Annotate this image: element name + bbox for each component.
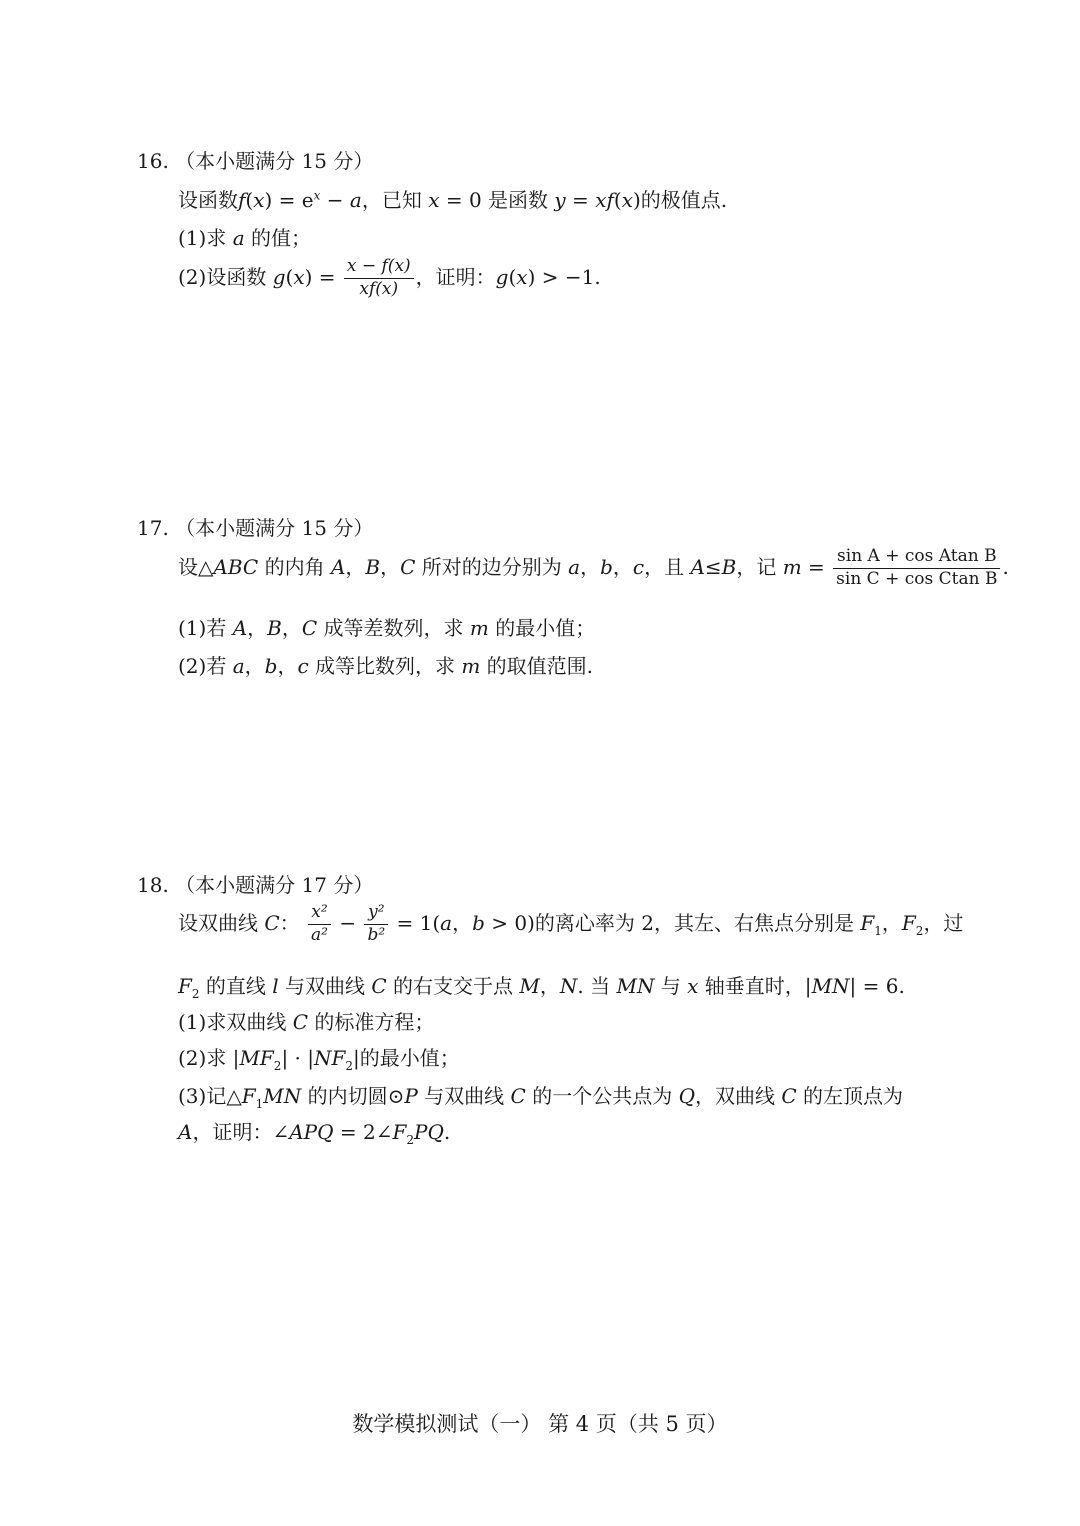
problem-score: （本小题满分 15 分）: [175, 149, 374, 173]
problem-16-intro: 设函数$f(x) = e^x - a$，已知 x = 0 是函数 y = xf(x)的极值点.: [178, 188, 728, 212]
page-footer: 数学模拟测试（一） 第 4 页（共 5 页）: [352, 1412, 728, 1436]
problem-18-intro-line-2: $F_2$ 的直线 l 与双曲线 C 的右支交于点 M，N. 当 MN 与 x 轴垂直时，|MN| = 6.: [178, 974, 905, 1001]
problem-16-heading: [137, 145, 373, 174]
problem-18-intro: 设双曲线 C： $\frac{\text{x²}}{\text{a²}}$ − $\frac{\text{y²}}{\text{b²}}$ = 1(a，b > 0)的离心率为 2，其左、右焦点分别是 $F_1$，$F_2$，过: [178, 902, 964, 945]
problem-score: （本小题满分 17 分）: [175, 873, 374, 897]
problem-score: （本小题满分 15 分）: [175, 516, 374, 540]
problem-number: 16.: [137, 149, 169, 173]
problem-18-part-3: (3)记$\triangle F_1MN$ 的内切圆⊙P 与双曲线 C 的一个公共点为 Q，双曲线 C 的左顶点为: [178, 1084, 904, 1111]
problem-18-part-1: (1)求双曲线 C 的标准方程；: [178, 1010, 435, 1034]
problem-18-heading: [137, 869, 373, 898]
problem-17-intro: 设△ABC 的内角 A，B，C 所对的边分别为 a，b，c，且 A≤B，记 m = $\frac{\text{sin A + cos Atan B}}{\text{sin C + cos Ctan B}}$ .: [178, 546, 1009, 589]
fraction-x2-a2: $\frac{\text{x²}}{\text{a²}}$: [308, 904, 331, 945]
problem-16-part-2: (2)设函数 g(x) = $\frac{x - f(x)}{xf(x)}$ ，证明：g(x) > −1.: [178, 256, 601, 299]
fraction-y2-b2: $\frac{\text{y²}}{\text{b²}}$: [364, 904, 388, 945]
fraction-m: $\frac{\text{sin A + cos Atan B}}{\text{sin C + cos Ctan B}}$: [833, 548, 1000, 589]
problem-number: 18.: [137, 873, 169, 897]
problem-16-part-1: (1)求 a 的值；: [178, 226, 311, 250]
fraction-g: $\frac{x - f(x)}{xf(x)}$: [344, 258, 414, 299]
problem-18-part-2: (2)求 $|MF_2| \cdot |NF_2|$的最小值；: [178, 1046, 460, 1073]
problem-17-part-2: (2)若 a，b，c 成等比数列，求 m 的取值范围.: [178, 654, 594, 678]
problem-18-part-3-continued: A，证明：∠APQ = $2\angle F_2PQ$.: [178, 1120, 451, 1147]
problem-17-part-1: (1)若 A，B，C 成等差数列，求 m 的最小值；: [178, 616, 596, 640]
problem-number: 17.: [137, 516, 169, 540]
problem-17-heading: [137, 512, 373, 541]
